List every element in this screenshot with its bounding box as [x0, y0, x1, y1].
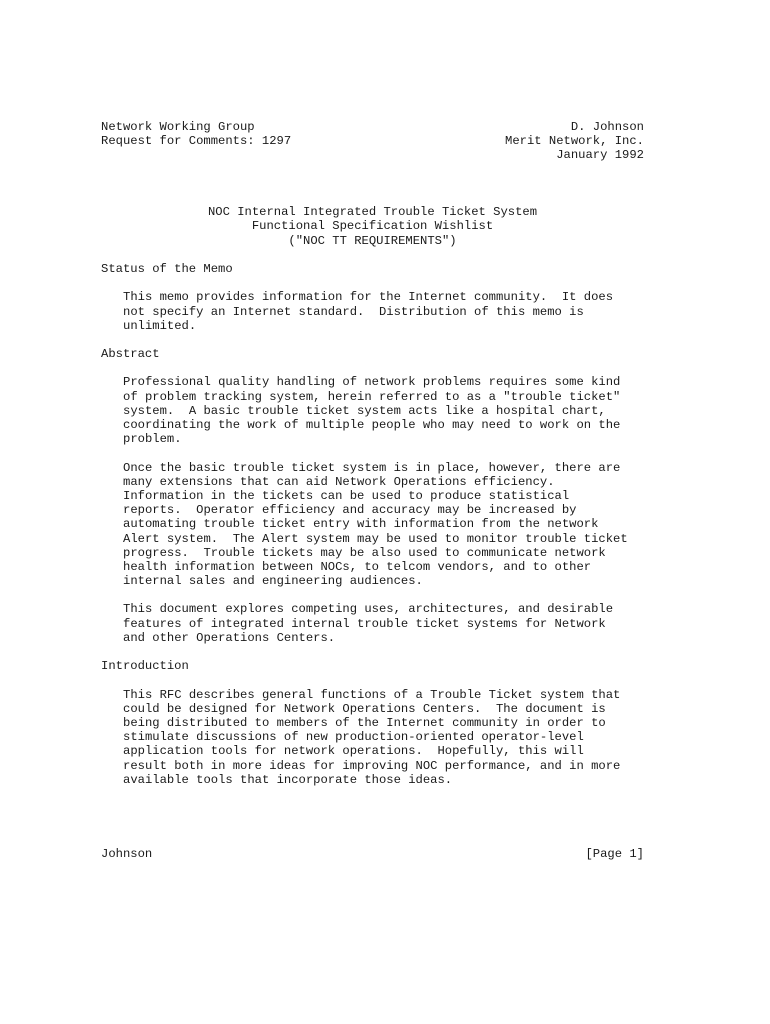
introduction-line: being distributed to members of the Internet community in order to [123, 715, 606, 730]
abstract-line: and other Operations Centers. [123, 630, 336, 645]
document-title: NOC Internal Integrated Trouble Ticket System [207, 205, 538, 220]
introduction-line: stimulate discussions of new production-oriented operator-level [123, 730, 584, 745]
abstract-line: Once the basic trouble ticket system is in place, however, there are [123, 460, 621, 475]
section-heading-introduction: Introduction [101, 659, 189, 674]
abstract-line: problem. [123, 432, 182, 447]
abstract-line: Professional quality handling of network problems requires some kind [123, 375, 621, 390]
status-line: This memo provides information for the Internet community. It does [123, 290, 614, 305]
rfc-page [101, 120, 661, 787]
footer-page-number: [Page 1] [585, 847, 644, 861]
header-date: January 1992 [556, 148, 644, 163]
abstract-line: automating trouble ticket entry with information from the network [123, 517, 599, 532]
header-rfc-number: Request for Comments: 1297 [101, 134, 292, 149]
status-line: unlimited. [123, 318, 197, 333]
footer-author: Johnson [101, 847, 153, 861]
introduction-line: available tools that incorporate those ideas. [123, 772, 453, 787]
abstract-line: system. A basic trouble ticket system acts like a hospital chart, [123, 403, 606, 418]
header-author: D. Johnson [570, 120, 644, 134]
introduction-line: application tools for network operations. Hopefully, this will [123, 744, 584, 759]
header-row-3 [101, 148, 644, 162]
introduction-line: This RFC describes general functions of a Trouble Ticket system that [123, 687, 621, 702]
abstract-line: Information in the tickets can be used to produce statistical [123, 488, 570, 503]
section-heading-abstract: Abstract [101, 347, 160, 362]
abstract-line: internal sales and engineering audiences. [123, 574, 423, 589]
header-row-2 [101, 134, 644, 148]
abstract-line: of problem tracking system, herein referred to as a "trouble ticket" [123, 389, 621, 404]
status-line: not specify an Internet standard. Distribution of this memo is [123, 304, 584, 319]
header-working-group: Network Working Group [101, 120, 255, 134]
page-footer [101, 847, 644, 861]
header-organization: Merit Network, Inc. [505, 134, 644, 149]
abstract-line: features of integrated internal trouble ticket systems for Network [123, 616, 606, 631]
abstract-line: This document explores competing uses, architectures, and desirable [123, 602, 614, 617]
introduction-line: result both in more ideas for improving NOC performance, and in more [123, 758, 621, 773]
abstract-line: Alert system. The Alert system may be used to monitor trouble ticket [123, 531, 628, 546]
document-short-title: ("NOC TT REQUIREMENTS") [288, 233, 457, 248]
abstract-line: many extensions that can aid Network Operations efficiency. [123, 474, 555, 489]
abstract-line: health information between NOCs, to telcom vendors, and to other [123, 559, 592, 574]
document-subtitle: Functional Specification Wishlist [251, 219, 494, 234]
abstract-line: progress. Trouble tickets may be also used to communicate network [123, 545, 606, 560]
introduction-line: could be designed for Network Operations Centers. The document is [123, 701, 606, 716]
header-row-1 [101, 120, 644, 134]
abstract-line: coordinating the work of multiple people who may need to work on the [123, 418, 621, 433]
section-heading-status: Status of the Memo [101, 261, 233, 276]
abstract-line: reports. Operator efficiency and accuracy may be increased by [123, 503, 577, 518]
